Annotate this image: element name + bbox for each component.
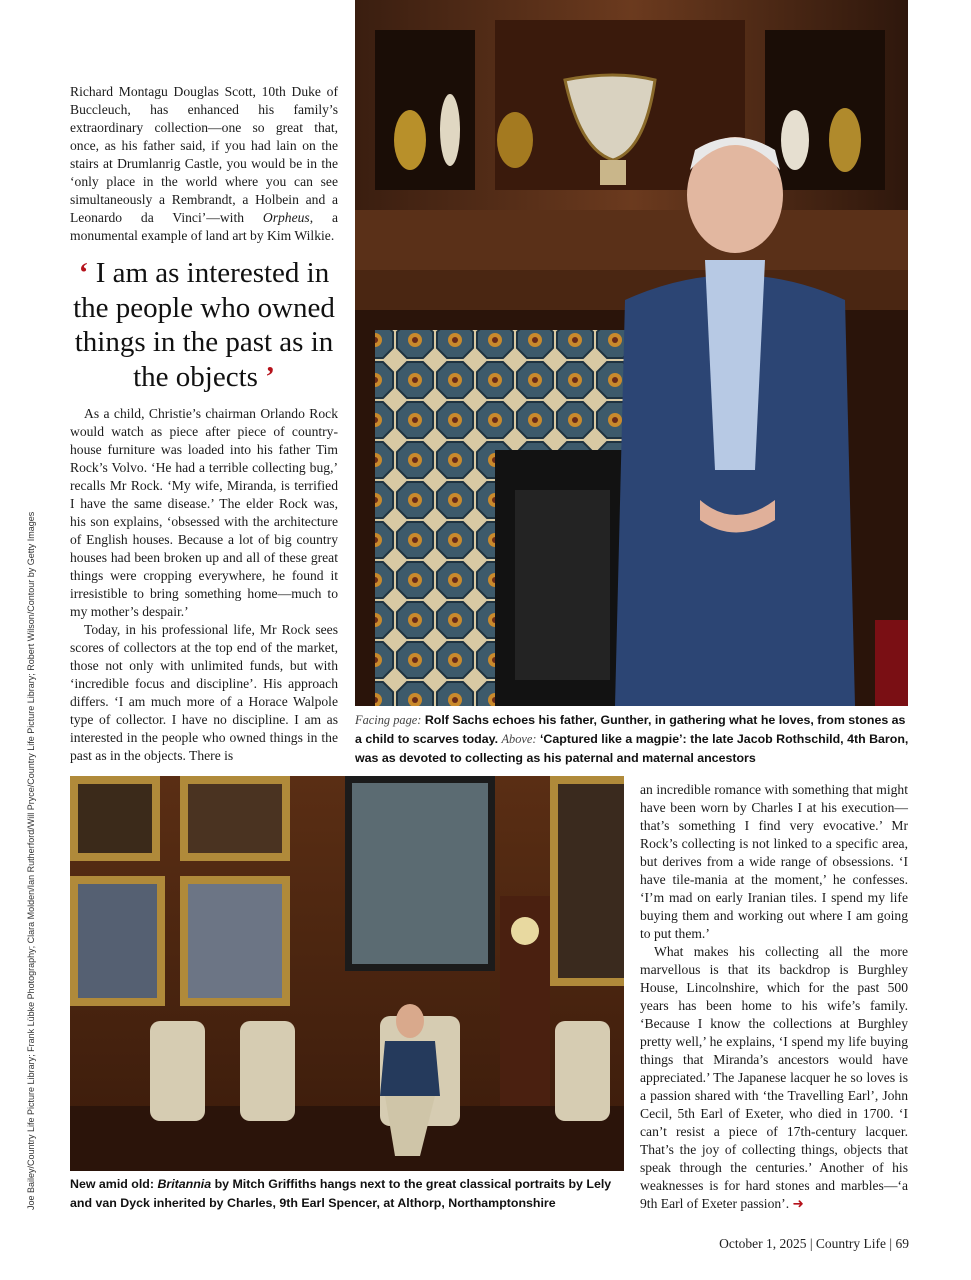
caption-text: ‘Captured like a magpie’: the late Jacob Rothschild, 4th Baron, was as devoted to collecting as his paternal and maternal ancestors	[355, 732, 909, 765]
caption-artwork-title: Britannia	[157, 1177, 212, 1191]
page-folio: October 1, 2025 | Country Life | 69	[719, 1236, 909, 1251]
open-quote-icon: ‘	[78, 257, 89, 289]
body-paragraph: an incredible romance with something that might have been worn by Charles I at his execution—that’s something I find very evocative.’ Mr Rock’s collecting is not linked to a specific area, but derives from a wide range of obsessions. ‘I have tile-mania at the moment,’ he confesses. ‘I’m mad on early Iranian tiles. I spend my life buying them and working out where I am going to put them.’	[640, 782, 908, 941]
close-quote-icon: ’	[265, 360, 275, 393]
pull-quote-text: I am as interested in the people who owned things in the past as in the objects	[73, 257, 335, 393]
intro-text: Richard Montagu Douglas Scott, 10th Duke of Buccleuch, has enhanced his family’s extraordinary collection—one so great that, once, as his father said, if you had lain on the stairs at Drumlanrig Castle, you would be in the ‘only place in the world where you can see simultaneously a Rembrandt, a Holbein and a Leonardo da Vinci’—with	[70, 84, 338, 225]
body-paragraph: As a child, Christie’s chairman Orlando Rock would watch as piece after piece of country-house furniture was loaded into his father Tim Rock’s Volvo. ‘He had a terrible collecting bug,’ recalls Mr Rock. ‘My wife, Miranda, is terrified I have the same disease.’ The elder Rock was, his son explains, ‘obsessed with the architecture of English houses. Because a lot of big country houses had been broken up and all of these great things were cropping everywhere, he found it irresistible to bring something home—much to my mother’s despair.’	[70, 406, 338, 619]
photo-rothschild	[355, 0, 908, 706]
pull-quote	[70, 256, 338, 394]
intro-text-end: , a monumental example of land art by Kim Wilkie.	[70, 210, 338, 243]
body-column-left	[70, 405, 338, 765]
caption-top	[355, 711, 910, 768]
body-paragraph: Today, in his professional life, Mr Rock sees scores of collectors at the top end of the market, those not only with unlimited funds, but with ‘incredible focus and discipline’. His approach differs. ‘I am much more of a Horace Walpole type of collector. I have no discipline. I am as interested in the people who owned things in the past as in the objects. There is	[70, 622, 338, 763]
continue-arrow-icon: ➜	[792, 1196, 804, 1211]
caption-lead: New amid old:	[70, 1177, 158, 1191]
body-paragraph: What makes his collecting all the more marvellous is that its backdrop is Burghley House, Lincolnshire, which for the past 500 years has been home to his wife’s family. ‘Because I know the collections at Burghley pretty well,’ he explains, ‘I spend my life buying things that Miranda’s ancestors would have appreciated.’ The Japanese lacquer he so loves is a passion shared with ‘the Travelling Earl’, John Cecil, 5th Earl of Exeter, who died in 1700. ‘I can’t resist a piece of 17th-century lacquer. That’s the joy of collecting things, objects that speak through the centuries.’ Another of his weaknesses is for hard stones and marbles—‘a 9th Earl of Exeter passion’.	[640, 944, 908, 1211]
caption-lead: Above:	[501, 732, 537, 746]
intro-emphasis: Orpheus	[262, 210, 310, 225]
caption-bottom	[70, 1175, 630, 1213]
body-column-right	[640, 781, 908, 1213]
caption-text: Rolf Sachs echoes his father, Gunther, in gathering what he loves, from stones as a child to scarves today.	[355, 713, 906, 746]
caption-text: by Mitch Griffiths hangs next to the great classical portraits by Lely and van Dyck inherited by Charles, 9th Earl Spencer, at Althorp, Northamptonshire	[70, 1177, 612, 1210]
intro-paragraph	[70, 83, 338, 245]
photo-spencer	[70, 776, 624, 1171]
photo-credits: Joe Bailey/Country Life Picture Library; Frank Lübke Photography; Clara Molden/Ian Rutherford/Will Pryce/Country Life Picture Library; Robert Wilson/Contour by Getty Images	[26, 511, 36, 1210]
caption-lead: Facing page:	[355, 713, 422, 727]
